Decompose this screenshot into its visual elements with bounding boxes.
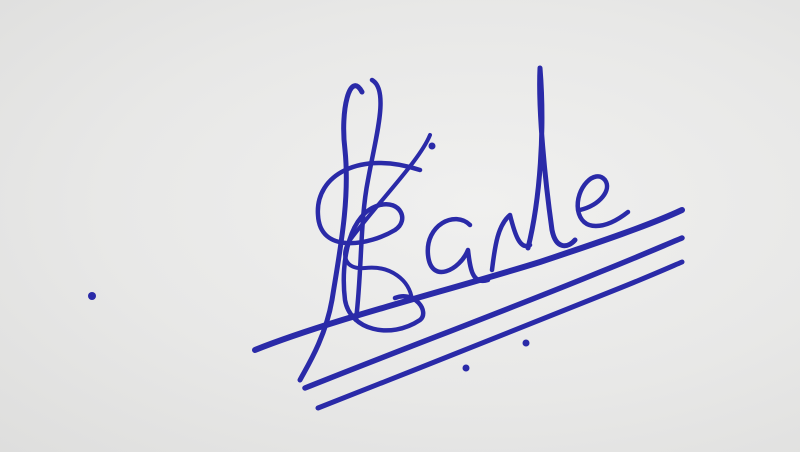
signature-stroke-loop-2 — [356, 80, 381, 320]
signature-stroke-e — [578, 176, 628, 226]
ink-dot — [429, 143, 436, 150]
signature-underline-1 — [255, 210, 682, 350]
ink-dot — [523, 340, 530, 347]
signature-stroke-r — [492, 215, 530, 270]
signature-stroke-swirl — [318, 163, 423, 330]
signature-underline-3 — [318, 262, 682, 408]
signature-stroke-a — [428, 219, 488, 281]
ink-dot — [463, 365, 470, 372]
signature-stroke-l — [528, 68, 575, 248]
ink-dot — [88, 292, 96, 300]
